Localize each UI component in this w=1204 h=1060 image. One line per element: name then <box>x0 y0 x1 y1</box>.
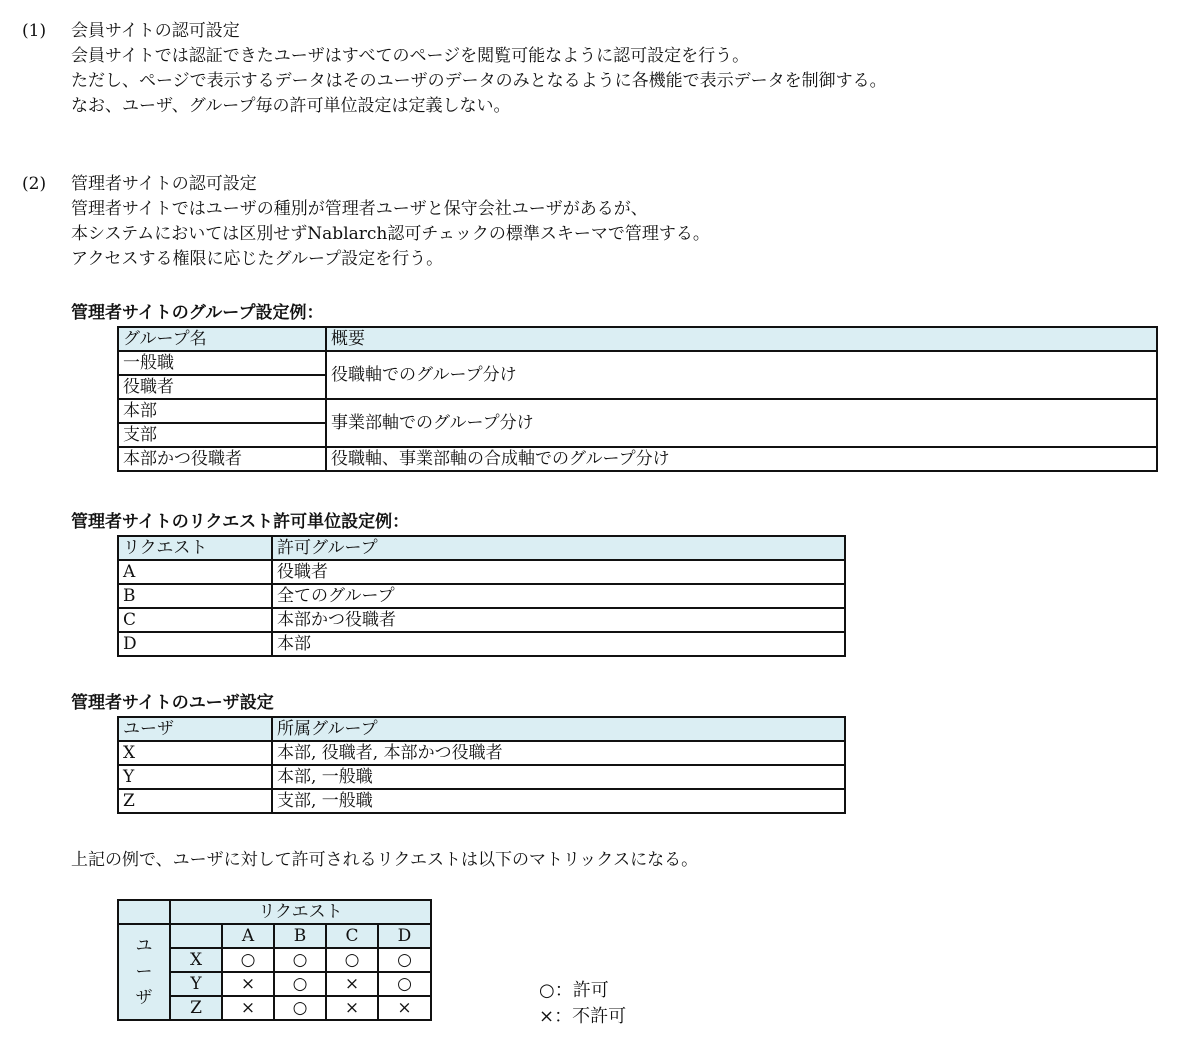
request-id: C <box>118 608 272 632</box>
matrix-cell: ○ <box>378 972 431 996</box>
matrix-row-user: X <box>170 948 222 972</box>
allowed-group: 本部 <box>272 632 845 656</box>
matrix-row-user: Y <box>170 972 222 996</box>
group-summary: 事業部軸でのグループ分け <box>326 399 1157 447</box>
header-allowed-group: 許可グループ <box>272 536 845 560</box>
header-user: ユーザ <box>118 717 272 741</box>
user-label-char: ユ <box>135 936 153 956</box>
group-summary: 役職軸、事業部軸の合成軸でのグループ分け <box>326 447 1157 471</box>
matrix-row-user: Z <box>170 996 222 1020</box>
request-id: A <box>118 560 272 584</box>
group-name: 本部かつ役職者 <box>118 447 326 471</box>
header-summary: 概要 <box>326 327 1157 351</box>
matrix-col-header: D <box>378 924 431 948</box>
table-header-row <box>118 717 845 741</box>
matrix-cell: ○ <box>274 972 326 996</box>
belonging-groups: 本部, 一般職 <box>272 765 845 789</box>
matrix-col-header: B <box>274 924 326 948</box>
user-id: X <box>118 741 272 765</box>
section2-number: (2) <box>22 174 47 194</box>
request-id: B <box>118 584 272 608</box>
permission-matrix <box>117 899 432 1021</box>
matrix-cell: ○ <box>326 948 378 972</box>
request-table <box>117 535 846 657</box>
user-label-char: ー <box>135 962 153 982</box>
matrix-cell: ○ <box>378 948 431 972</box>
table-row <box>118 447 1157 471</box>
section1-line-3: なお、ユーザ、グループ毎の許可単位設定は定義しない。 <box>71 96 511 116</box>
request-id: D <box>118 632 272 656</box>
group-table <box>117 326 1158 472</box>
section1-title: 会員サイトの認可設定 <box>71 21 240 41</box>
table-header-row <box>118 536 845 560</box>
legend-deny: ×：不許可 <box>539 1006 627 1027</box>
section1-number: (1) <box>22 21 47 41</box>
matrix-col-header: C <box>326 924 378 948</box>
request-table-heading: 管理者サイトのリクエスト許可単位設定例： <box>71 512 410 532</box>
header-request: リクエスト <box>118 536 272 560</box>
section1-line-2: ただし、ページで表示するデータはそのユーザのデータのみとなるように各機能で表示データを制御する。 <box>71 71 887 91</box>
user-label-char: ザ <box>135 988 153 1008</box>
table-row <box>118 399 1157 423</box>
table-row <box>118 584 845 608</box>
header-group-name: グループ名 <box>118 327 326 351</box>
belonging-groups: 支部, 一般職 <box>272 789 845 813</box>
group-name: 一般職 <box>118 351 326 375</box>
user-id: Z <box>118 789 272 813</box>
matrix-group-header-row <box>118 900 431 924</box>
section2-title: 管理者サイトの認可設定 <box>71 174 257 194</box>
section1-line-1: 会員サイトでは認証できたユーザはすべてのページを閲覧可能なように認可設定を行う。 <box>71 46 750 66</box>
matrix-corner <box>118 900 170 924</box>
header-belonging-group: 所属グループ <box>272 717 845 741</box>
allowed-group: 全てのグループ <box>272 584 845 608</box>
matrix-user-label <box>118 924 170 1020</box>
section2-line-3: アクセスする権限に応じたグループ設定を行う。 <box>71 249 444 269</box>
user-table <box>117 716 846 814</box>
table-header-row <box>118 327 1157 351</box>
matrix-cell: × <box>326 972 378 996</box>
group-summary: 役職軸でのグループ分け <box>326 351 1157 399</box>
table-row <box>118 741 845 765</box>
user-id: Y <box>118 765 272 789</box>
table-row <box>118 789 845 813</box>
matrix-intro: 上記の例で、ユーザに対して許可されるリクエストは以下のマトリックスになる。 <box>71 850 699 870</box>
matrix-cell: ○ <box>274 948 326 972</box>
group-name: 支部 <box>118 423 326 447</box>
allowed-group: 役職者 <box>272 560 845 584</box>
section2-line-2: 本システムにおいては区別せずNablarch認可チェックの標準スキーマで管理する。 <box>71 224 710 244</box>
allowed-group: 本部かつ役職者 <box>272 608 845 632</box>
matrix-cell: × <box>222 996 274 1020</box>
table-row <box>118 765 845 789</box>
section2-line-1: 管理者サイトではユーザの種別が管理者ユーザと保守会社ユーザがあるが、 <box>71 199 648 219</box>
matrix-cell: × <box>326 996 378 1020</box>
belonging-groups: 本部, 役職者, 本部かつ役職者 <box>272 741 845 765</box>
matrix-cell: ○ <box>274 996 326 1020</box>
group-table-heading: 管理者サイトのグループ設定例： <box>71 303 324 323</box>
group-name: 本部 <box>118 399 326 423</box>
matrix-cell: × <box>378 996 431 1020</box>
legend-allow: ○：許可 <box>539 980 609 1001</box>
matrix-subcorner <box>170 924 222 948</box>
group-name: 役職者 <box>118 375 326 399</box>
matrix-col-header: A <box>222 924 274 948</box>
matrix-column-header-row <box>118 924 431 948</box>
table-row <box>118 560 845 584</box>
matrix-cell: ○ <box>222 948 274 972</box>
matrix-cell: × <box>222 972 274 996</box>
table-row <box>118 608 845 632</box>
matrix-request-label: リクエスト <box>170 900 431 924</box>
table-row <box>118 632 845 656</box>
user-table-heading: 管理者サイトのユーザ設定 <box>71 693 274 713</box>
table-row <box>118 351 1157 375</box>
